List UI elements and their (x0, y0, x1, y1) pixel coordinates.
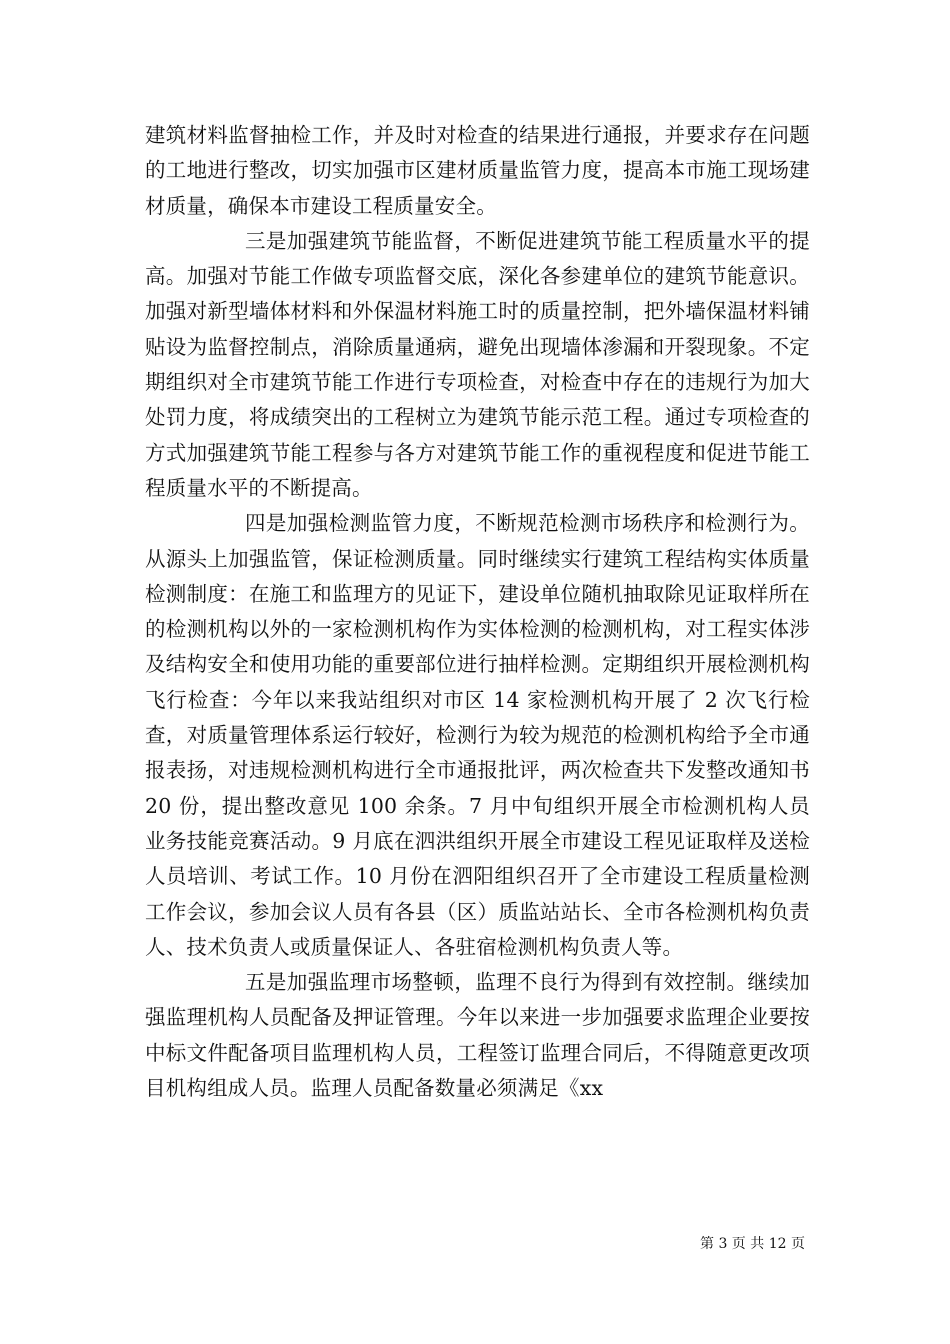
paragraph-building-energy: 三是加强建筑节能监督，不断促进建筑节能工程质量水平的提高。加强对节能工作做专项监督交底，深化各参建单位的建筑节能意识。加强对新型墙体材料和外保温材料施工时的质量控制，把外墙保温材料铺贴设为监督控制点，消除质量通病，避免出现墙体渗漏和开裂现象。不定期组织对全市建筑节能工作进行专项检查，对检查中存在的违规行为加大处罚力度，将成绩突出的工程树立为建筑节能示范工程。通过专项检查的方式加强建筑节能工程参与各方对建筑节能工作的重视程度和促进节能工程质量水平的不断提高。 (145, 228, 810, 500)
document-body (145, 118, 810, 1106)
paragraph-supervision-market: 五是加强监理市场整顿，监理不良行为得到有效控制。继续加强监理机构人员配备及押证管理。今年以来进一步加强要求监理企业要按中标文件配备项目监理机构人员，工程签订监理合同后，不得随意更改项目机构组成人员。监理人员配备数量必须满足《xx (145, 970, 810, 1101)
paragraph-continued: 建筑材料监督抽检工作，并及时对检查的结果进行通报，并要求存在问题的工地进行整改，切实加强市区建材质量监管力度，提高本市施工现场建材质量，确保本市建设工程质量安全。 (145, 123, 810, 218)
page-number-footer: 第 3 页 共 12 页 (700, 1236, 805, 1252)
paragraph-testing-supervision: 四是加强检测监管力度，不断规范检测市场秩序和检测行为。从源头上加强监管，保证检测质量。同时继续实行建筑工程结构实体质量检测制度：在施工和监理方的见证下，建设单位随机抽取除见证取样所在的检测机构以外的一家检测机构作为实体检测的检测机构，对工程实体涉及结构安全和使用功能的重要部位进行抽样检测。定期组织开展检测机构飞行检查：今年以来我站组织对市区 14 家检测机构开展了 2 次飞行检查，对质量管理体系运行较好，检测行为较为规范的检测机构给予全市通报表扬，对违规检测机构进行全市通报批评，两次检查共下发整改通知书 20 份，提出整改意见 100 余条。7 月中旬组织开展全市检测机构人员业务技能竞赛活动。9 月底在泗洪组织开展全市建设工程见证取样及送检人员培训、考试工作。10 月份在泗阳组织召开了全市建设工程质量检测工作会议，参加会议人员有各县（区）质监站站长、全市各检测机构负责人、技术负责人或质量保证人、各驻宿检测机构负责人等。 (145, 511, 810, 959)
